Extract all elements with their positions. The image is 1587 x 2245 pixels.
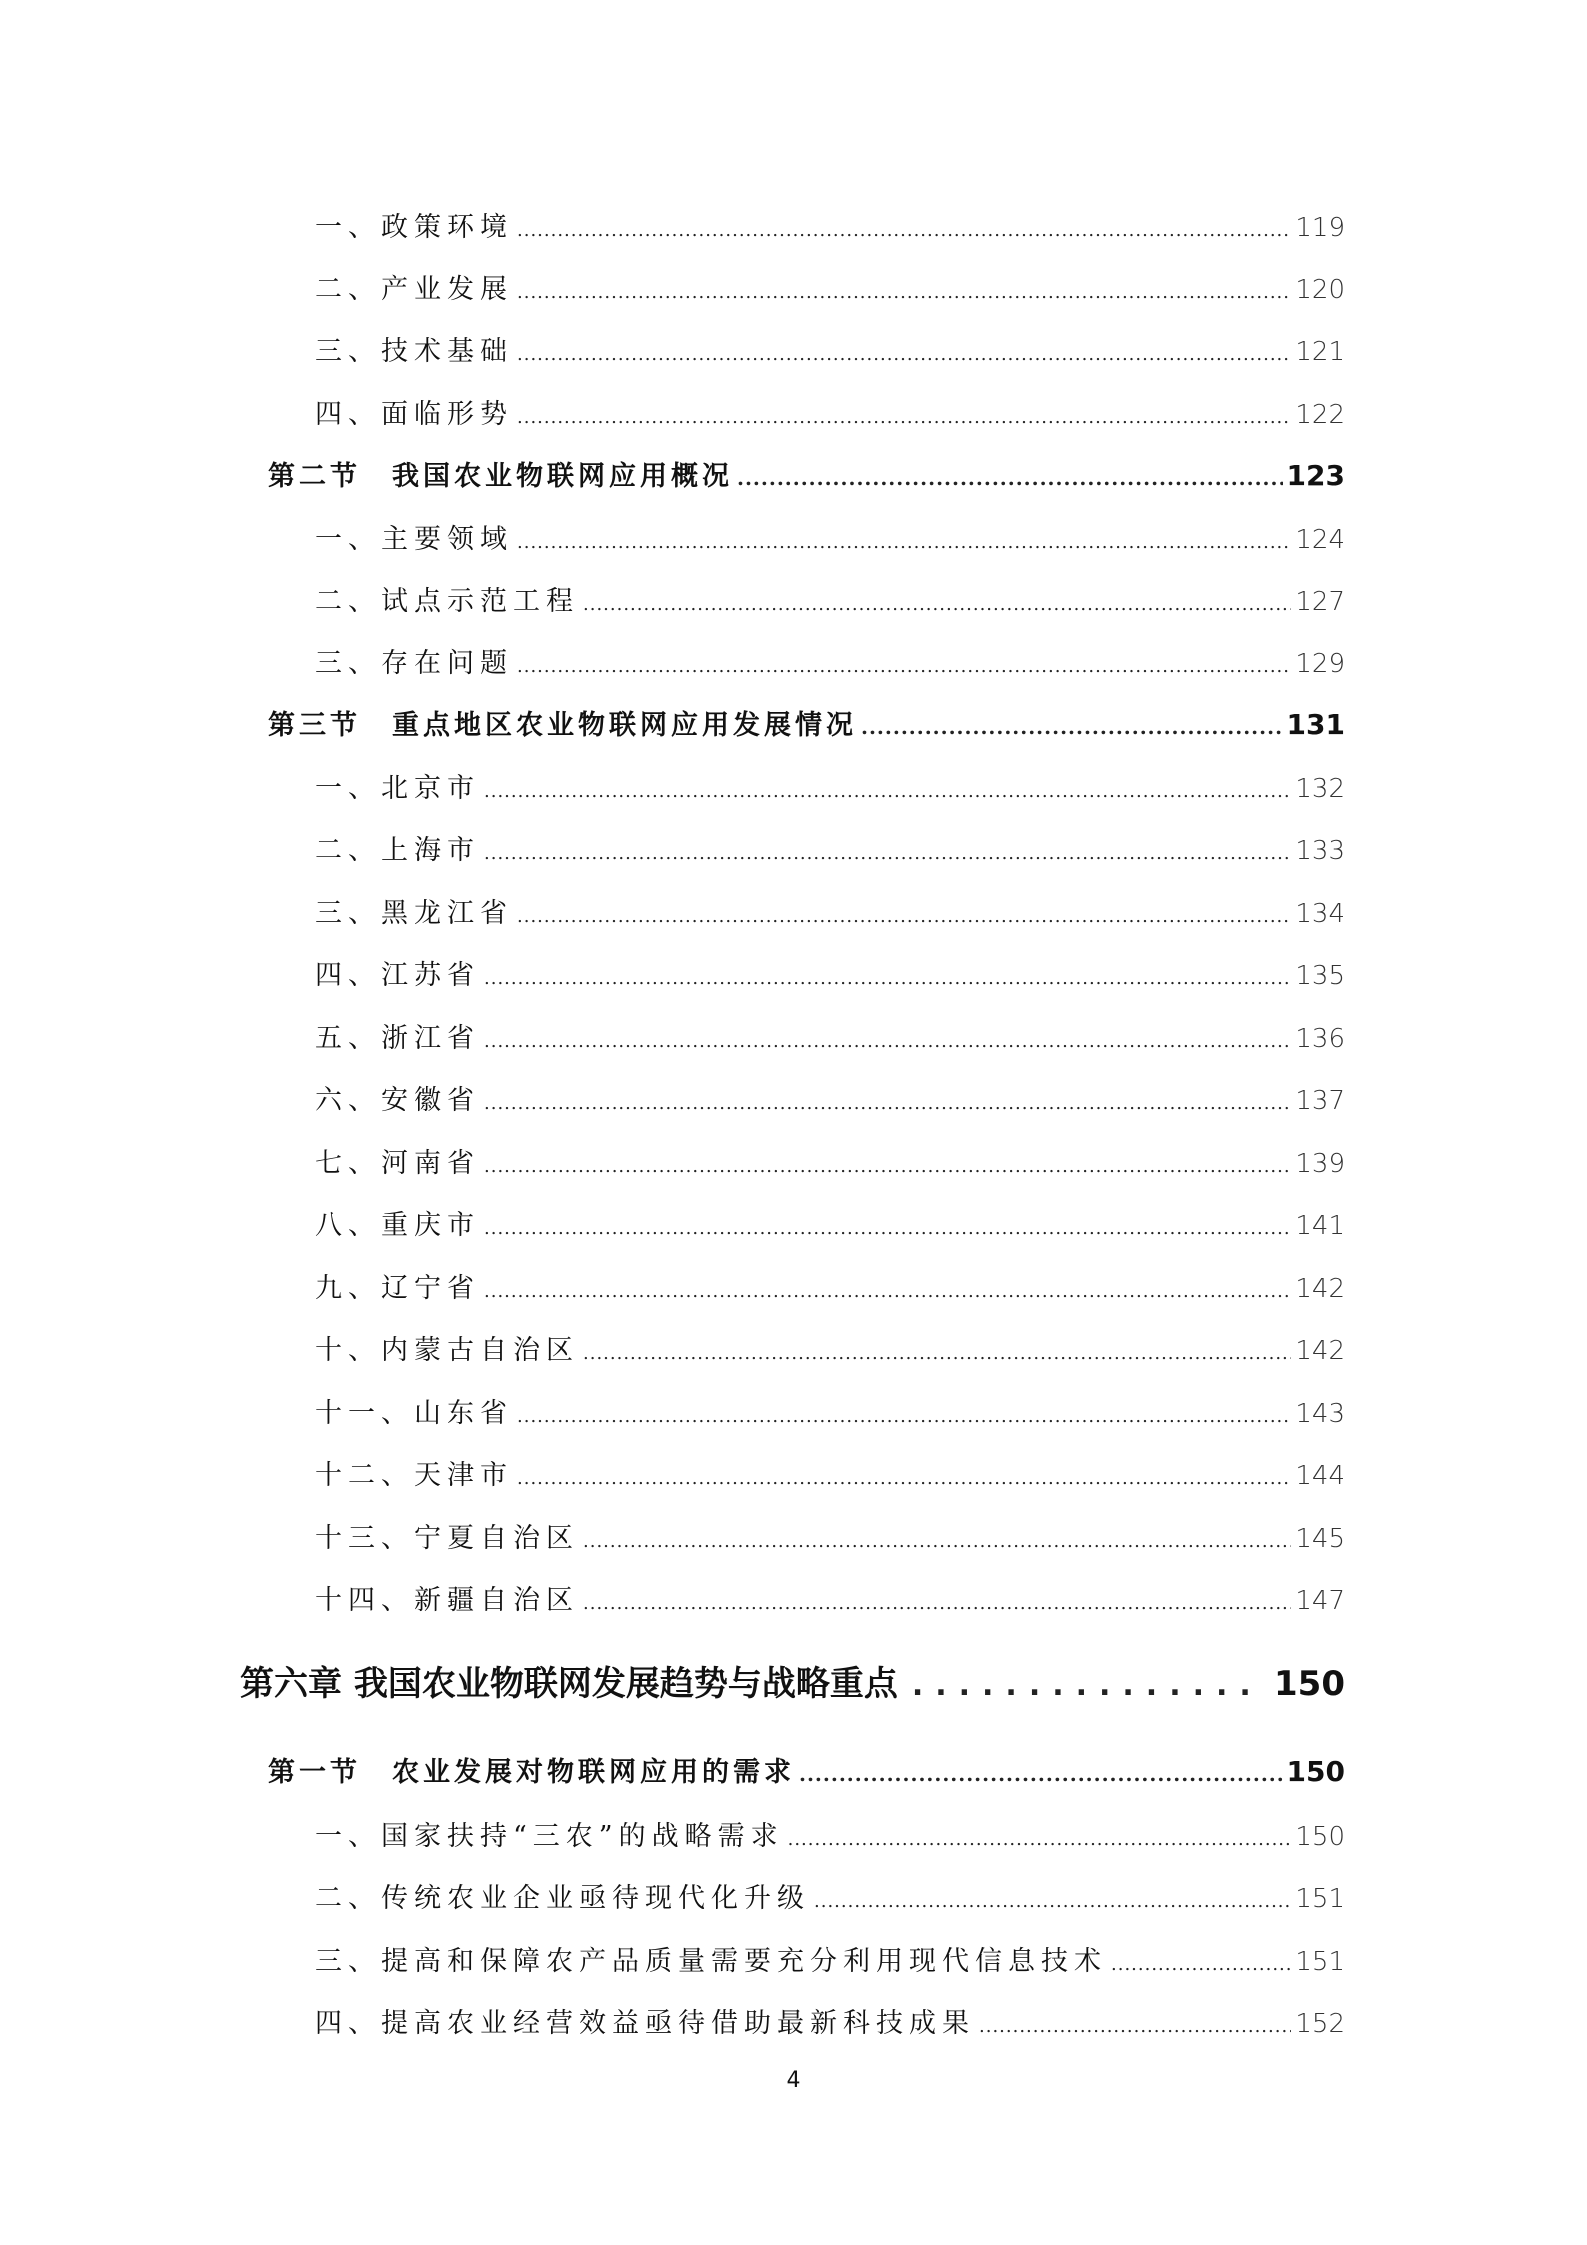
toc-item-label: 一、国家扶持“三农”的战略需求 [315, 1821, 784, 1852]
toc-item-label: 二、试点示范工程 [315, 586, 579, 617]
toc-section-label: 第二节 我国农业物联网应用概况 [268, 461, 733, 492]
dot-leader [1111, 1954, 1291, 1975]
toc-item[interactable] [315, 1876, 1345, 1916]
toc-page-number: 151 [1295, 1947, 1345, 1977]
dot-leader [799, 1762, 1283, 1786]
toc-item[interactable] [315, 1939, 1345, 1979]
toc-item[interactable] [315, 1016, 1345, 1056]
toc-item[interactable] [315, 953, 1345, 993]
toc-page-number: 139 [1295, 1149, 1345, 1179]
toc-item-label: 三、提高和保障农产品质量需要充分利用现代信息技术 [315, 1946, 1107, 1977]
dot-leader [517, 1468, 1291, 1489]
dot-leader [484, 1218, 1291, 1239]
toc-item[interactable] [315, 1453, 1345, 1493]
dot-leader [484, 1281, 1291, 1302]
toc-item-label: 四、提高农业经营效益亟待借助最新科技成果 [315, 2008, 975, 2039]
toc-item-label: 一、北京市 [315, 773, 480, 804]
toc-page-number: 147 [1295, 1586, 1345, 1616]
toc-item[interactable] [315, 579, 1345, 619]
toc-page-number: 132 [1295, 774, 1345, 804]
dot-leader [583, 1531, 1291, 1552]
toc-item-label: 一、主要领域 [315, 524, 513, 555]
toc-item[interactable] [315, 329, 1345, 369]
toc-page-number: 119 [1295, 213, 1345, 243]
toc-item[interactable] [315, 517, 1345, 557]
dot-leader [517, 1406, 1291, 1427]
toc-page-number: 141 [1295, 1211, 1345, 1241]
toc-item[interactable] [315, 205, 1345, 245]
dot-leader [979, 2016, 1291, 2037]
toc-item-label: 三、黑龙江省 [315, 898, 513, 929]
toc-page-number: 150 [1274, 1664, 1345, 1704]
dot-leader [517, 656, 1291, 677]
toc-page-number: 134 [1295, 899, 1345, 929]
toc-page-number: 145 [1295, 1524, 1345, 1554]
dot-leader [814, 1891, 1291, 1912]
dot-leader [861, 715, 1283, 739]
toc-item-label: 二、上海市 [315, 835, 480, 866]
toc-item-label: 八、重庆市 [315, 1210, 480, 1241]
toc-item-label: 三、技术基础 [315, 336, 513, 367]
dot-leader [517, 344, 1291, 365]
toc-section[interactable] [268, 454, 1345, 494]
toc-item-label: 十一、山东省 [315, 1398, 513, 1429]
toc-section[interactable] [268, 703, 1345, 743]
toc-item[interactable] [315, 2001, 1345, 2041]
toc-item[interactable] [315, 1328, 1345, 1368]
toc-item-label: 二、传统农业企业亟待现代化升级 [315, 1883, 810, 1914]
toc-item-label: 十、内蒙古自治区 [315, 1335, 579, 1366]
toc-item-label: 五、浙江省 [315, 1023, 480, 1054]
page-footer-number: 4 [786, 2068, 801, 2093]
toc-page-number: 123 [1286, 459, 1345, 492]
dot-leader [583, 1343, 1291, 1364]
toc-section[interactable] [268, 1750, 1345, 1790]
toc-section-label: 第一节 农业发展对物联网应用的需求 [268, 1757, 795, 1788]
toc-page-number: 131 [1286, 708, 1345, 741]
toc-chapter[interactable] [240, 1656, 1345, 1704]
dot-leader [517, 407, 1291, 428]
toc-page-number: 152 [1295, 2009, 1345, 2039]
toc-page-number: 151 [1295, 1884, 1345, 1914]
toc-page-number: 124 [1295, 525, 1345, 555]
dot-leader [484, 781, 1291, 802]
dot-leader [583, 1593, 1291, 1614]
toc-page-number: 133 [1295, 836, 1345, 866]
dot-leader [912, 1668, 1264, 1703]
toc-page-number: 121 [1295, 337, 1345, 367]
toc-item[interactable] [315, 766, 1345, 806]
dot-leader [484, 968, 1291, 989]
toc-item[interactable] [315, 1203, 1345, 1243]
toc-item[interactable] [315, 828, 1345, 868]
dot-leader [484, 1031, 1291, 1052]
toc-page-number: 135 [1295, 961, 1345, 991]
toc-item-label: 一、政策环境 [315, 212, 513, 243]
toc-item-label: 七、河南省 [315, 1148, 480, 1179]
dot-leader [484, 1093, 1291, 1114]
toc-item-label: 十四、新疆自治区 [315, 1585, 579, 1616]
toc-page-number: 127 [1295, 587, 1345, 617]
toc-section-label: 第三节 重点地区农业物联网应用发展情况 [268, 710, 857, 741]
toc-page-number: 137 [1295, 1086, 1345, 1116]
toc-page-number: 129 [1295, 649, 1345, 679]
toc-page-number: 143 [1295, 1399, 1345, 1429]
toc-item[interactable] [315, 1391, 1345, 1431]
toc-page-number: 150 [1286, 1755, 1345, 1788]
toc-item-label: 三、存在问题 [315, 648, 513, 679]
toc-page-number: 136 [1295, 1024, 1345, 1054]
toc-item-label: 九、辽宁省 [315, 1273, 480, 1304]
toc-item-label: 十三、宁夏自治区 [315, 1523, 579, 1554]
dot-leader [484, 843, 1291, 864]
toc-item[interactable] [315, 1266, 1345, 1306]
dot-leader [484, 1156, 1291, 1177]
dot-leader [737, 466, 1283, 490]
dot-leader [517, 532, 1291, 553]
toc-page-number: 122 [1295, 400, 1345, 430]
toc-page-number: 142 [1295, 1336, 1345, 1366]
toc-item[interactable] [315, 891, 1345, 931]
toc-item-label: 四、面临形势 [315, 399, 513, 430]
dot-leader [583, 594, 1291, 615]
toc-item-label: 二、产业发展 [315, 274, 513, 305]
toc-chapter-label: 第六章 我国农业物联网发展趋势与战略重点 [240, 1664, 898, 1704]
toc-item-label: 六、安徽省 [315, 1085, 480, 1116]
toc-item[interactable] [315, 1578, 1345, 1618]
toc-page-number: 120 [1295, 275, 1345, 305]
toc-item[interactable] [315, 1078, 1345, 1118]
toc-page-number: 142 [1295, 1274, 1345, 1304]
dot-leader [517, 906, 1291, 927]
toc-item[interactable] [315, 641, 1345, 681]
toc-item[interactable] [315, 267, 1345, 307]
toc-item[interactable] [315, 392, 1345, 432]
toc-item[interactable] [315, 1141, 1345, 1181]
toc-item[interactable] [315, 1814, 1345, 1854]
dot-leader [788, 1829, 1292, 1850]
dot-leader [517, 282, 1291, 303]
toc-item[interactable] [315, 1516, 1345, 1556]
dot-leader [517, 220, 1291, 241]
toc-item-label: 十二、天津市 [315, 1460, 513, 1491]
toc-page-number: 150 [1295, 1822, 1345, 1852]
toc-page-number: 144 [1295, 1461, 1345, 1491]
toc-item-label: 四、江苏省 [315, 960, 480, 991]
